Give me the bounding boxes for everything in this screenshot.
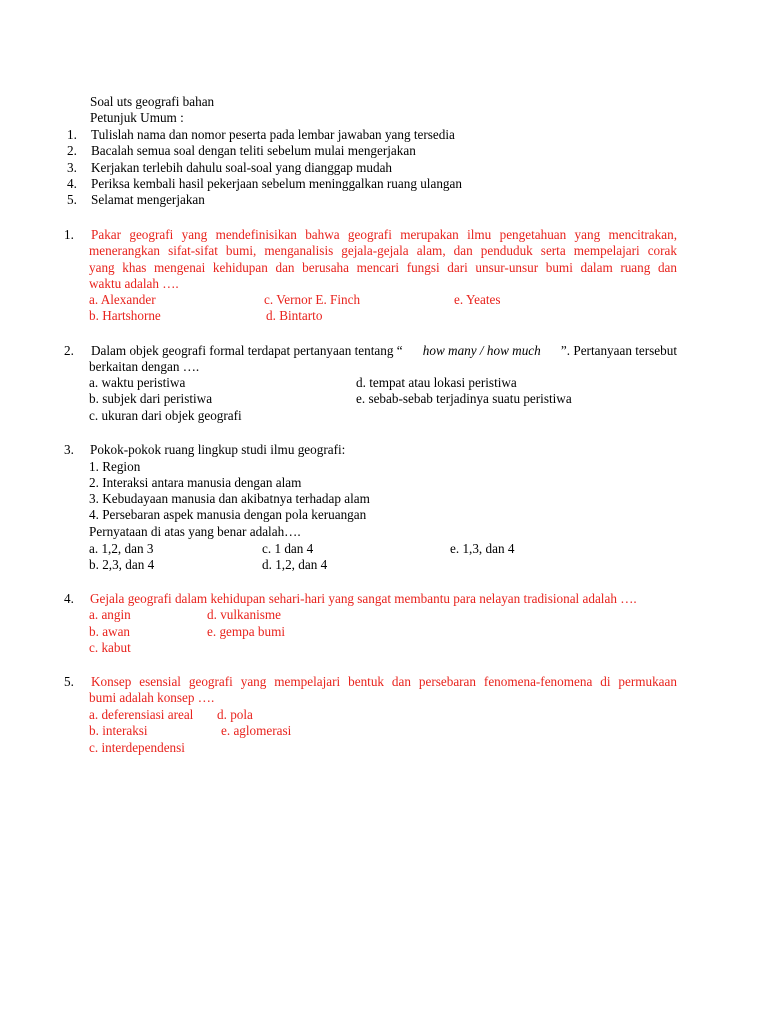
option-e: e. 1,3, dan 4 — [450, 541, 515, 556]
statement-item: 3. Kebudayaan manusia dan akibatnya terhadap alam — [89, 491, 370, 506]
question-number: 1. — [64, 227, 74, 242]
question-number: 5. — [64, 674, 74, 689]
statement-item: 1. Region — [89, 459, 141, 474]
question-text-line: Pakar geografi yang mendefinisikan bahwa geografi merupakan ilmu pengetahuan yang mencitrakan, — [91, 227, 677, 242]
question-text-line: Gejala geografi dalam kehidupan sehari-hari yang sangat membantu para nelayan tradisional adalah …. — [90, 591, 637, 606]
question-text-italic: how many / how much — [422, 343, 541, 358]
option-b: b. awan — [89, 624, 131, 639]
question-prompt: Pernyataan di atas yang benar adalah…. — [89, 524, 301, 539]
option-d: d. Bintarto — [266, 308, 323, 323]
question-text-part: ”. Pertanyaan tersebut — [560, 343, 677, 358]
option-b: b. Hartshorne — [89, 308, 161, 323]
option-b: b. 2,3, dan 4 — [89, 557, 155, 572]
option-a: a. 1,2, dan 3 — [89, 541, 154, 556]
option-d: d. tempat atau lokasi peristiwa — [356, 375, 517, 390]
option-e: e. sebab-sebab terjadinya suatu peristiwa — [356, 391, 572, 406]
option-d: d. vulkanisme — [207, 607, 281, 622]
question-text-line: berkaitan dengan …. — [89, 359, 200, 374]
option-d: d. 1,2, dan 4 — [262, 557, 328, 572]
option-c: c. ukuran dari objek geografi — [89, 408, 242, 423]
statement-item: 4. Persebaran aspek manusia dengan pola keruangan — [89, 507, 367, 522]
list-item: Kerjakan terlebih dahulu soal-soal yang dianggap mudah — [91, 160, 393, 175]
question-text-line: menerangkan sifat-sifat bumi, menganalisis gejala-gejala alam, dan penduduk serta mempelajari corak — [89, 243, 677, 258]
option-b: b. interaksi — [89, 723, 148, 738]
option-d: d. pola — [217, 707, 253, 722]
list-item-number: 5. — [67, 192, 77, 207]
list-item: Periksa kembali hasil pekerjaan sebelum meninggalkan ruang ulangan — [91, 176, 462, 191]
option-c: c. kabut — [89, 640, 131, 655]
question-number: 2. — [64, 343, 74, 358]
question-text-line — [91, 343, 677, 359]
question-text-line: Konsep esensial geografi yang mempelajari bentuk dan persebaran fenomena-fenomena di permukaan — [91, 674, 677, 689]
option-e: e. aglomerasi — [221, 723, 292, 738]
option-b: b. subjek dari peristiwa — [89, 391, 213, 406]
list-item-number: 1. — [67, 127, 77, 142]
option-a: a. angin — [89, 607, 131, 622]
option-a: a. Alexander — [89, 292, 156, 307]
question-text-line: Pokok-pokok ruang lingkup studi ilmu geografi: — [90, 442, 346, 457]
list-item: Bacalah semua soal dengan teliti sebelum mulai mengerjakan — [91, 143, 416, 158]
question-number: 3. — [64, 442, 74, 457]
question-text-line: yang khas mengenai kehidupan dan berusaha mencari fungsi dari unsur-unsur bumi dalam ruang dan — [89, 260, 677, 275]
option-e: e. Yeates — [454, 292, 501, 307]
list-item-number: 4. — [67, 176, 77, 191]
option-a: a. deferensiasi areal — [89, 707, 194, 722]
statement-item: 2. Interaksi antara manusia dengan alam — [89, 475, 302, 490]
list-item: Selamat mengerjakan — [91, 192, 205, 207]
option-c: c. 1 dan 4 — [262, 541, 314, 556]
option-a: a. waktu peristiwa — [89, 375, 186, 390]
instructions-heading: Petunjuk Umum : — [90, 110, 184, 125]
document-title: Soal uts geografi bahan — [90, 94, 215, 109]
question-number: 4. — [64, 591, 74, 606]
question-text-line: waktu adalah …. — [89, 276, 179, 291]
question-text-line: bumi adalah konsep …. — [89, 690, 215, 705]
list-item-number: 2. — [67, 143, 77, 158]
option-c: c. interdependensi — [89, 740, 185, 755]
option-c: c. Vernor E. Finch — [264, 292, 361, 307]
question-text-part: Dalam objek geografi formal terdapat pertanyaan tentang “ — [91, 343, 403, 358]
list-item-number: 3. — [67, 160, 77, 175]
list-item: Tulislah nama dan nomor peserta pada lembar jawaban yang tersedia — [91, 127, 455, 142]
option-e: e. gempa bumi — [207, 624, 286, 639]
